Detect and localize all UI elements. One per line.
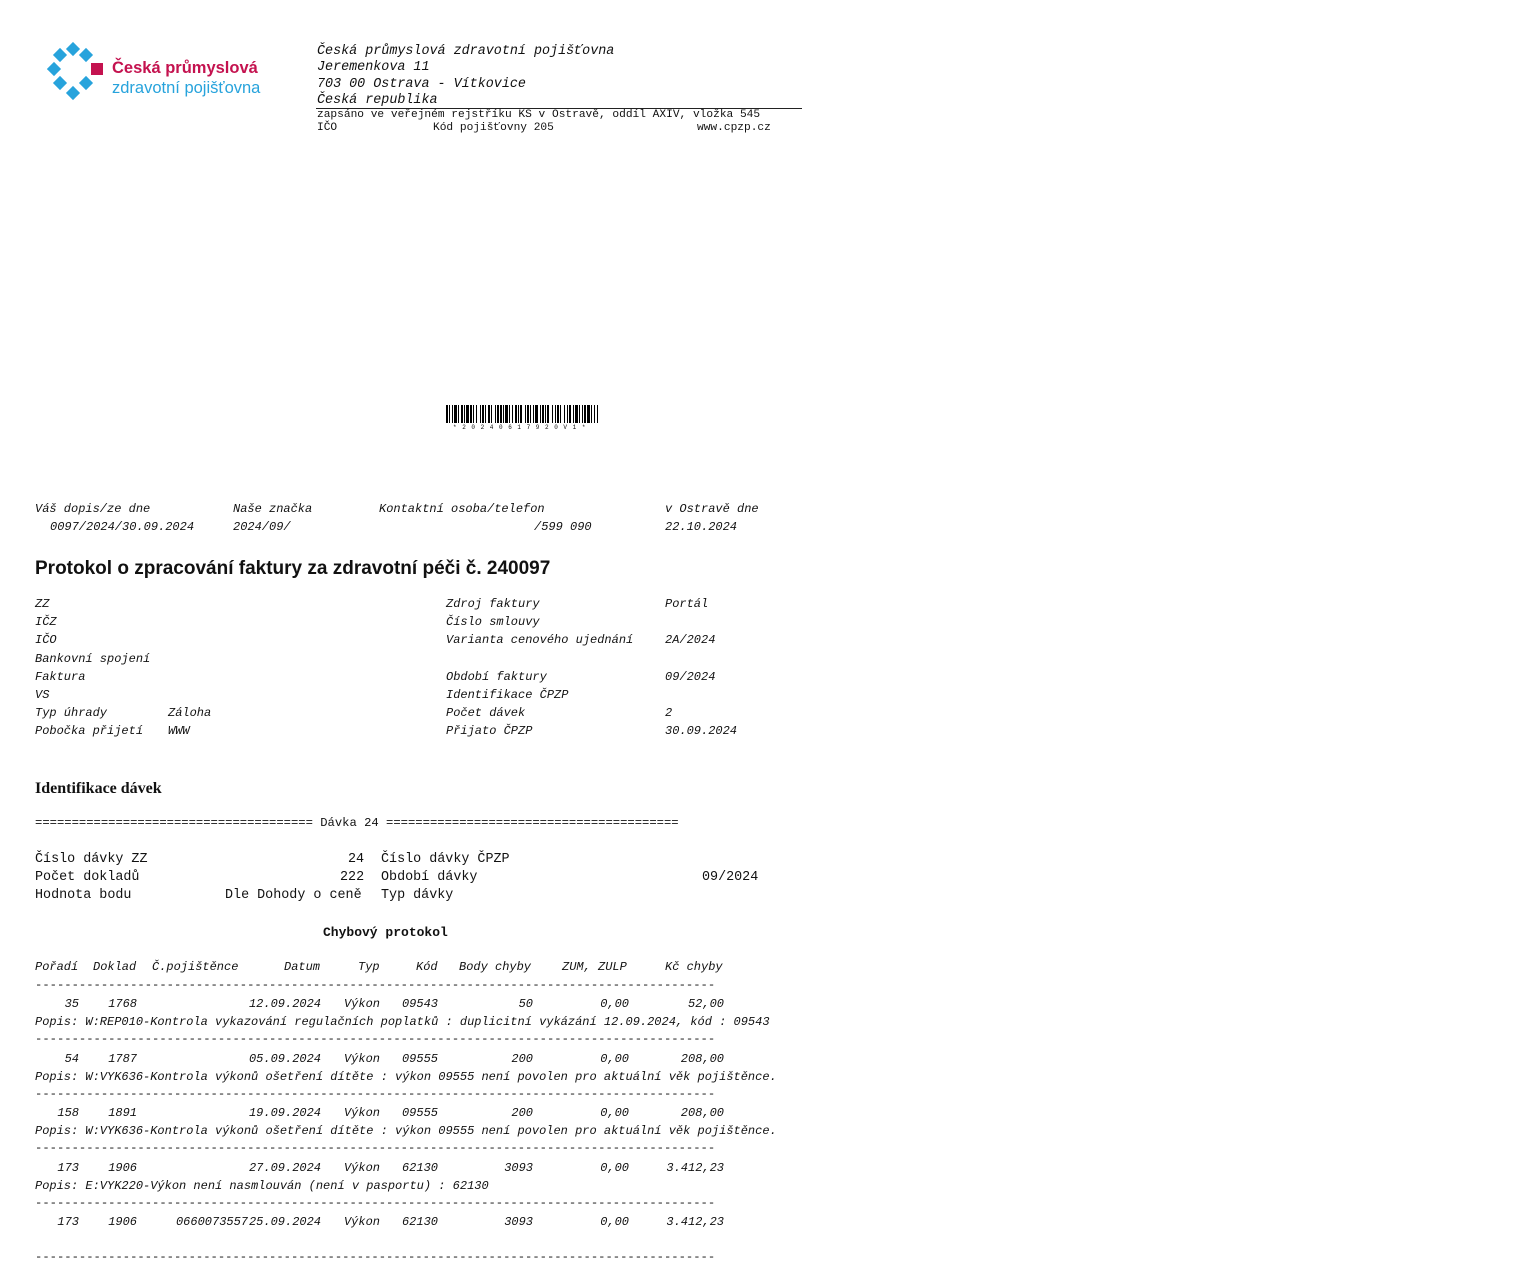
barcode-bar bbox=[461, 405, 463, 423]
info-right-label: Přijato ČPZP bbox=[446, 724, 533, 739]
barcode-bar bbox=[527, 405, 529, 423]
table-cell-doklad: 1906 bbox=[108, 1215, 137, 1229]
website-link[interactable]: www.cpzp.cz bbox=[697, 122, 771, 134]
error-protocol-title: Chybový protokol bbox=[323, 925, 448, 940]
info-right-label: Varianta cenového ujednání bbox=[446, 633, 634, 648]
logo-text-line2: zdravotní pojišťovna bbox=[112, 79, 261, 97]
insurer-country: Česká republika bbox=[317, 93, 438, 108]
info-right-label: Zdroj faktury bbox=[446, 597, 540, 611]
info-right-label: Období faktury bbox=[446, 669, 547, 684]
ref-label-v-ostrave: v Ostravě dne bbox=[665, 502, 759, 516]
table-cell-body: 50 bbox=[518, 997, 533, 1011]
column-header: Č.pojištěnce bbox=[152, 960, 239, 974]
info-left-label: ZZ bbox=[35, 597, 50, 611]
barcode-bar bbox=[579, 405, 580, 423]
barcode-bar bbox=[542, 405, 544, 423]
info-right-value: 2 bbox=[665, 706, 673, 721]
table-cell-datum: 05.09.2024 bbox=[248, 1051, 321, 1066]
barcode-bar bbox=[466, 405, 469, 423]
batch-zz-value: 24 bbox=[348, 852, 365, 867]
table-cell-typ: Výkon bbox=[343, 1106, 380, 1120]
table-cell-zum: 0,00 bbox=[600, 1160, 629, 1175]
barcode-bar bbox=[582, 405, 583, 423]
barcode-bar bbox=[520, 405, 522, 423]
barcode-bar bbox=[547, 405, 549, 423]
info-left-label: Pobočka přijetí bbox=[35, 724, 144, 739]
barcode-bar bbox=[449, 405, 450, 423]
barcode-bar bbox=[560, 405, 561, 423]
info-left-value: Záloha bbox=[168, 706, 212, 721]
column-header: Pořadí bbox=[35, 960, 79, 974]
barcode-bar bbox=[488, 405, 490, 423]
info-right-value: Portál bbox=[665, 597, 709, 611]
barcode-bar bbox=[555, 405, 556, 423]
table-cell-kc: 3.412,23 bbox=[666, 1160, 724, 1175]
ref-kontakt: /599 090 bbox=[534, 520, 592, 534]
table-cell-doklad: 1787 bbox=[108, 1051, 137, 1066]
table-cell-body: 200 bbox=[511, 1106, 533, 1120]
batch-count-value: 222 bbox=[340, 870, 365, 885]
table-cell-poradi: 35 bbox=[64, 997, 79, 1011]
barcode-bar bbox=[485, 405, 486, 423]
register-info: zapsáno ve veřejném rejstříku KS v Ostravě, oddíl AXIV, vložka 545 bbox=[317, 109, 761, 121]
batch-point-value: Dle Dohody o ceně bbox=[225, 888, 362, 903]
column-header: Typ bbox=[358, 960, 380, 974]
ref-label-nase-znacka: Naše značka bbox=[233, 502, 313, 516]
table-cell-datum: 12.09.2024 bbox=[248, 997, 321, 1011]
error-description: Popis: W:VYK636-Kontrola výkonů ošetření dítěte : výkon 09555 není povolen pro aktuální věk pojištěnce. bbox=[35, 1069, 777, 1084]
barcode-bar bbox=[557, 405, 559, 423]
table-cell-poradi: 173 bbox=[57, 1215, 79, 1229]
barcode-bar bbox=[569, 405, 571, 423]
info-left-label: IČZ bbox=[35, 615, 57, 630]
barcode-bar bbox=[564, 405, 565, 423]
batch-count-label: Počet dokladů bbox=[35, 870, 140, 885]
table-cell-kod: 62130 bbox=[401, 1215, 438, 1229]
table-cell-datum: 27.09.2024 bbox=[248, 1160, 321, 1175]
batch-type-label: Typ dávky bbox=[381, 888, 454, 903]
table-cell-datum: 19.09.2024 bbox=[248, 1106, 321, 1120]
info-right-value: 30.09.2024 bbox=[665, 724, 738, 739]
table-cell-typ: Výkon bbox=[343, 1160, 380, 1175]
column-header: Doklad bbox=[93, 960, 137, 974]
ref-vas-dopis: 0097/2024/30.09.2024 bbox=[50, 520, 195, 534]
batch-cpzp-label: Číslo dávky ČPZP bbox=[381, 852, 510, 867]
ref-nase-znacka: 2024/09/ bbox=[233, 520, 291, 534]
batch-zz-label: Číslo dávky ZZ bbox=[35, 852, 148, 867]
table-cell-zum: 0,00 bbox=[600, 997, 629, 1011]
table-separator: --------------------------------------------------------------------------------------------- bbox=[35, 1141, 716, 1155]
barcode-bar bbox=[505, 405, 508, 423]
barcode-bar bbox=[540, 405, 541, 423]
table-cell-kod: 62130 bbox=[401, 1160, 438, 1175]
table-separator: --------------------------------------------------------------------------------------------- bbox=[35, 1195, 716, 1210]
barcode-bar bbox=[495, 405, 496, 423]
barcode-bar bbox=[482, 405, 484, 423]
barcode-text: * 2 0 2 4 0 6 1 7 9 2 0 V 1 * bbox=[453, 424, 587, 431]
table-cell-body: 200 bbox=[511, 1051, 533, 1066]
column-header: Body chyby bbox=[459, 960, 532, 974]
barcode-bar bbox=[500, 405, 502, 423]
info-left-label: Typ úhrady bbox=[35, 706, 108, 721]
barcode-bar bbox=[587, 405, 590, 423]
ico-label: IČO bbox=[317, 122, 338, 134]
barcode-bar bbox=[446, 405, 448, 423]
barcode-bar bbox=[594, 405, 595, 423]
batch-period-value: 09/2024 bbox=[702, 870, 759, 885]
ref-label-vas-dopis: Váš dopis/ze dne bbox=[35, 502, 151, 516]
info-left-label: Faktura bbox=[35, 669, 86, 684]
barcode-bar bbox=[503, 405, 504, 423]
logo-text-line1: Česká průmyslová bbox=[112, 59, 258, 77]
barcode-bar bbox=[573, 405, 574, 423]
table-cell-doklad: 1891 bbox=[108, 1106, 137, 1120]
table-cell-kod: 09555 bbox=[401, 1051, 438, 1066]
barcode-bar bbox=[473, 405, 474, 423]
info-left-label: VS bbox=[35, 688, 50, 702]
insurer-street: Jeremenkova 11 bbox=[317, 60, 430, 75]
column-header: Kč chyby bbox=[665, 960, 723, 974]
column-header: ZUM, ZULP bbox=[562, 960, 627, 974]
column-header: Kód bbox=[416, 960, 438, 974]
table-cell-zum: 0,00 bbox=[600, 1106, 629, 1120]
error-description: Popis: W:VYK636-Kontrola výkonů ošetření dítěte : výkon 09555 není povolen pro aktuální věk pojištěnce. bbox=[35, 1124, 777, 1138]
info-right-label: Počet dávek bbox=[446, 706, 526, 721]
barcode-bar bbox=[530, 405, 531, 423]
info-right-value: 2A/2024 bbox=[665, 633, 716, 648]
insurer-city: 703 00 Ostrava - Vítkovice bbox=[317, 77, 526, 92]
barcode-bar bbox=[533, 405, 534, 423]
info-left-label: IČO bbox=[35, 633, 57, 648]
table-cell-pojistenec: 0660073557 bbox=[175, 1215, 248, 1229]
barcode-bar bbox=[512, 405, 513, 423]
table-cell-kc: 208,00 bbox=[680, 1106, 724, 1120]
table-separator: --------------------------------------------------------------------------------------------- bbox=[35, 1086, 716, 1101]
ref-v-ostrave: 22.10.2024 bbox=[665, 520, 738, 534]
table-cell-poradi: 54 bbox=[64, 1051, 79, 1066]
info-right-label: Číslo smlouvy bbox=[446, 615, 540, 630]
section-title: Identifikace dávek bbox=[35, 780, 162, 797]
barcode-bar bbox=[480, 405, 481, 423]
table-cell-kod: 09543 bbox=[401, 997, 438, 1011]
barcode-bar bbox=[535, 405, 538, 423]
column-header: Datum bbox=[284, 960, 321, 974]
barcode-bar bbox=[518, 405, 519, 423]
barcode-bar bbox=[509, 405, 510, 423]
barcode-bar bbox=[497, 405, 499, 423]
barcode-bar bbox=[491, 405, 492, 423]
info-right-label: Identifikace ČPZP bbox=[446, 688, 569, 702]
table-cell-typ: Výkon bbox=[343, 997, 380, 1011]
error-description: Popis: W:REP010-Kontrola vykazování regulačních poplatků : duplicitní vykázání 12.09.2024, kód : 09543 bbox=[35, 1015, 770, 1029]
barcode-bar bbox=[552, 405, 553, 423]
table-separator: --------------------------------------------------------------------------------------------- bbox=[35, 1032, 716, 1046]
table-cell-body: 3093 bbox=[504, 1215, 533, 1229]
info-right-value: 09/2024 bbox=[665, 669, 716, 684]
batch-point-label: Hodnota bodu bbox=[35, 888, 132, 903]
table-cell-typ: Výkon bbox=[343, 1215, 380, 1229]
table-cell-kc: 3.412,23 bbox=[666, 1215, 724, 1229]
barcode-bar bbox=[470, 405, 472, 423]
info-left-label: Bankovní spojení bbox=[35, 651, 151, 666]
table-cell-poradi: 158 bbox=[57, 1106, 79, 1120]
table-cell-doklad: 1906 bbox=[108, 1160, 137, 1175]
table-cell-zum: 0,00 bbox=[600, 1051, 629, 1066]
batch-period-label: Období dávky bbox=[381, 870, 478, 885]
table-cell-doklad: 1768 bbox=[108, 997, 137, 1011]
table-cell-body: 3093 bbox=[504, 1160, 533, 1175]
barcode-bar bbox=[545, 405, 546, 423]
table-cell-zum: 0,00 bbox=[600, 1215, 629, 1229]
barcode-bar bbox=[464, 405, 465, 423]
error-description: Popis: E:VYK220-Výkon není nasmlouván (není v pasportu) : 62130 bbox=[35, 1178, 489, 1193]
barcode-bar bbox=[575, 405, 578, 423]
page-title: Protokol o zpracování faktury za zdravotní péči č. 240097 bbox=[35, 558, 551, 579]
table-cell-kc: 208,00 bbox=[680, 1051, 724, 1066]
batch-separator: ====================================== Dávka 24 ======================================== bbox=[35, 816, 679, 830]
table-cell-kc: 52,00 bbox=[687, 997, 724, 1011]
table-separator: --------------------------------------------------------------------------------------------- bbox=[35, 1250, 716, 1264]
barcode-bar bbox=[525, 405, 526, 423]
barcode-bar bbox=[597, 405, 598, 423]
barcode-bar bbox=[591, 405, 592, 423]
barcode-bar bbox=[567, 405, 568, 423]
info-left-value: WWW bbox=[168, 724, 190, 739]
barcode-bar bbox=[476, 405, 477, 423]
table-cell-datum: 25.09.2024 bbox=[248, 1215, 321, 1229]
ref-label-kontakt: Kontaktní osoba/telefon bbox=[379, 502, 545, 516]
barcode-bar bbox=[452, 405, 453, 423]
barcode-bar bbox=[515, 405, 517, 423]
table-cell-kod: 09555 bbox=[401, 1106, 438, 1120]
barcode-bar bbox=[584, 405, 586, 423]
barcode-bar bbox=[454, 405, 457, 423]
barcode-bar bbox=[458, 405, 459, 423]
table-cell-poradi: 173 bbox=[57, 1160, 79, 1175]
insurer-name: Česká průmyslová zdravotní pojišťovna bbox=[317, 44, 615, 59]
table-cell-typ: Výkon bbox=[343, 1051, 380, 1066]
table-separator: --------------------------------------------------------------------------------------------- bbox=[35, 978, 716, 992]
insurer-code: Kód pojišťovny 205 bbox=[433, 122, 554, 134]
